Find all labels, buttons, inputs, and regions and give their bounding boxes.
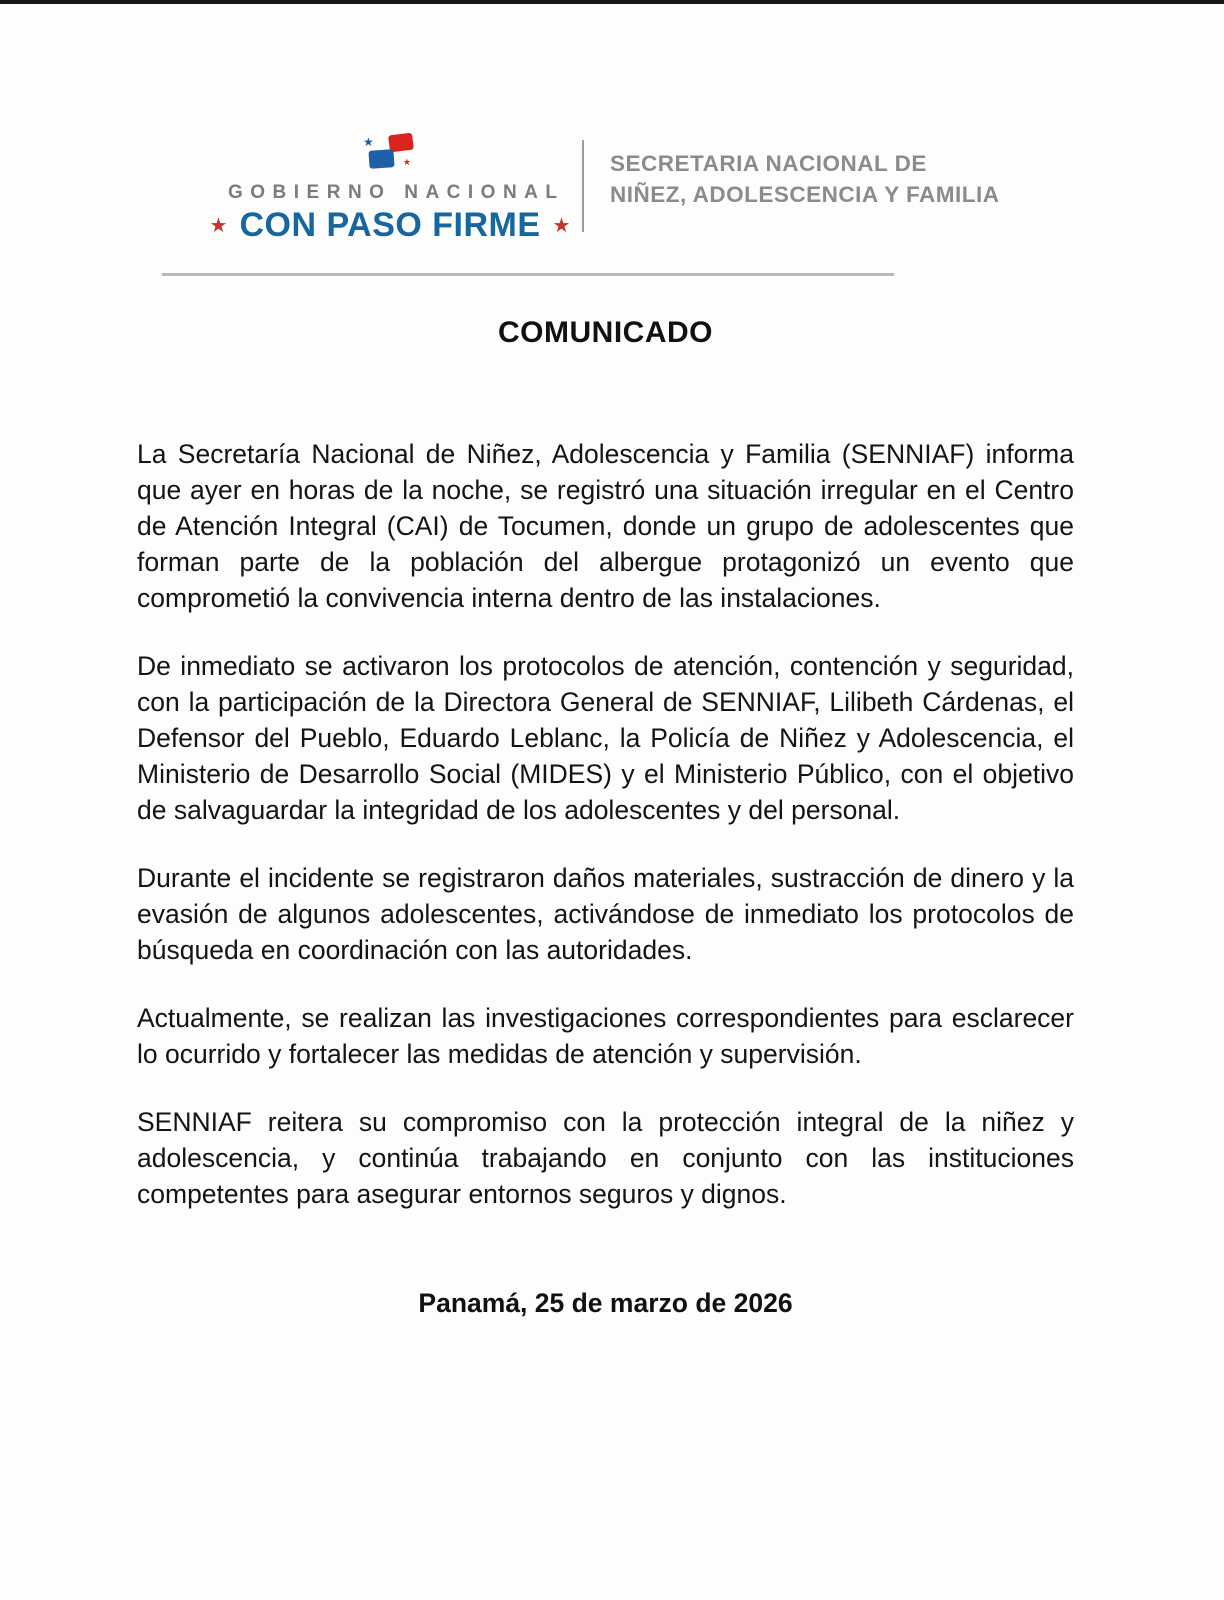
secretaria-name-block (610, 148, 1000, 210)
paragraph-1: La Secretaría Nacional de Niñez, Adolescencia y Familia (SENNIAF) informa que ayer en horas de la noche, se registró una situación irregular en el Centro de Atención Integral (CAI) de Tocumen, donde un grupo de adolescentes que forman parte de la población del albergue protagonizó un evento que comprometió la convivencia interna dentro de las instalaciones. (137, 439, 1074, 613)
flag-blue-square-icon (368, 149, 394, 169)
paragraph-4: Actualmente, se realizan las investigaciones correspondientes para esclarecer lo ocurrido y fortalecer las medidas de atención y supervisión. (137, 1003, 1074, 1069)
paragraph-3: Durante el incidente se registraron daños materiales, sustracción de dinero y la evasión de algunos adolescentes, activándose de inmediato los protocolos de búsqueda en coordinación con las autoridades. (137, 863, 1074, 965)
slogan-left-star-icon: ★ (209, 214, 228, 237)
secretaria-name-line2: NIÑEZ, ADOLESCENCIA Y FAMILIA (610, 182, 1000, 207)
scan-top-edge (0, 0, 1224, 4)
paragraph-5: SENNIAF reitera su compromiso con la protección integral de la niñez y adolescencia, y continúa trabajando en conjunto con las instituciones competentes para asegurar entornos seguros y dignos. (137, 1107, 1074, 1209)
panama-flag-logo (363, 134, 417, 178)
government-brand-block (209, 134, 571, 245)
con-paso-firme-label: CON PASO FIRME (239, 206, 541, 244)
header-horizontal-rule (162, 273, 894, 276)
flag-blue-star-icon: ★ (363, 135, 374, 149)
paragraph-2: De inmediato se activaron los protocolos de atención, contención y seguridad, con la participación de la Directora General de SENNIAF, Lilibeth Cárdenas, el Defensor del Pueblo, Eduardo Leblanc, la Policía de Niñez y Adolescencia, el Ministerio de Desarrollo Social (MIDES) y el Ministerio Público, con el objetivo de salvaguardar la integridad de los adolescentes y del personal. (137, 651, 1074, 825)
letterhead (209, 134, 1224, 245)
secretaria-name-line1: SECRETARIA NACIONAL DE (610, 151, 927, 176)
header-vertical-divider (582, 140, 584, 232)
document-title: COMUNICADO (498, 316, 713, 349)
slogan-line (209, 206, 571, 245)
flag-red-star-icon: ★ (402, 157, 411, 167)
date-line: Panamá, 25 de marzo de 2026 (418, 1288, 793, 1318)
communique-body (137, 316, 1074, 1319)
slogan-right-star-icon: ★ (552, 214, 571, 237)
gobierno-nacional-label: GOBIERNO NACIONAL (228, 182, 565, 203)
